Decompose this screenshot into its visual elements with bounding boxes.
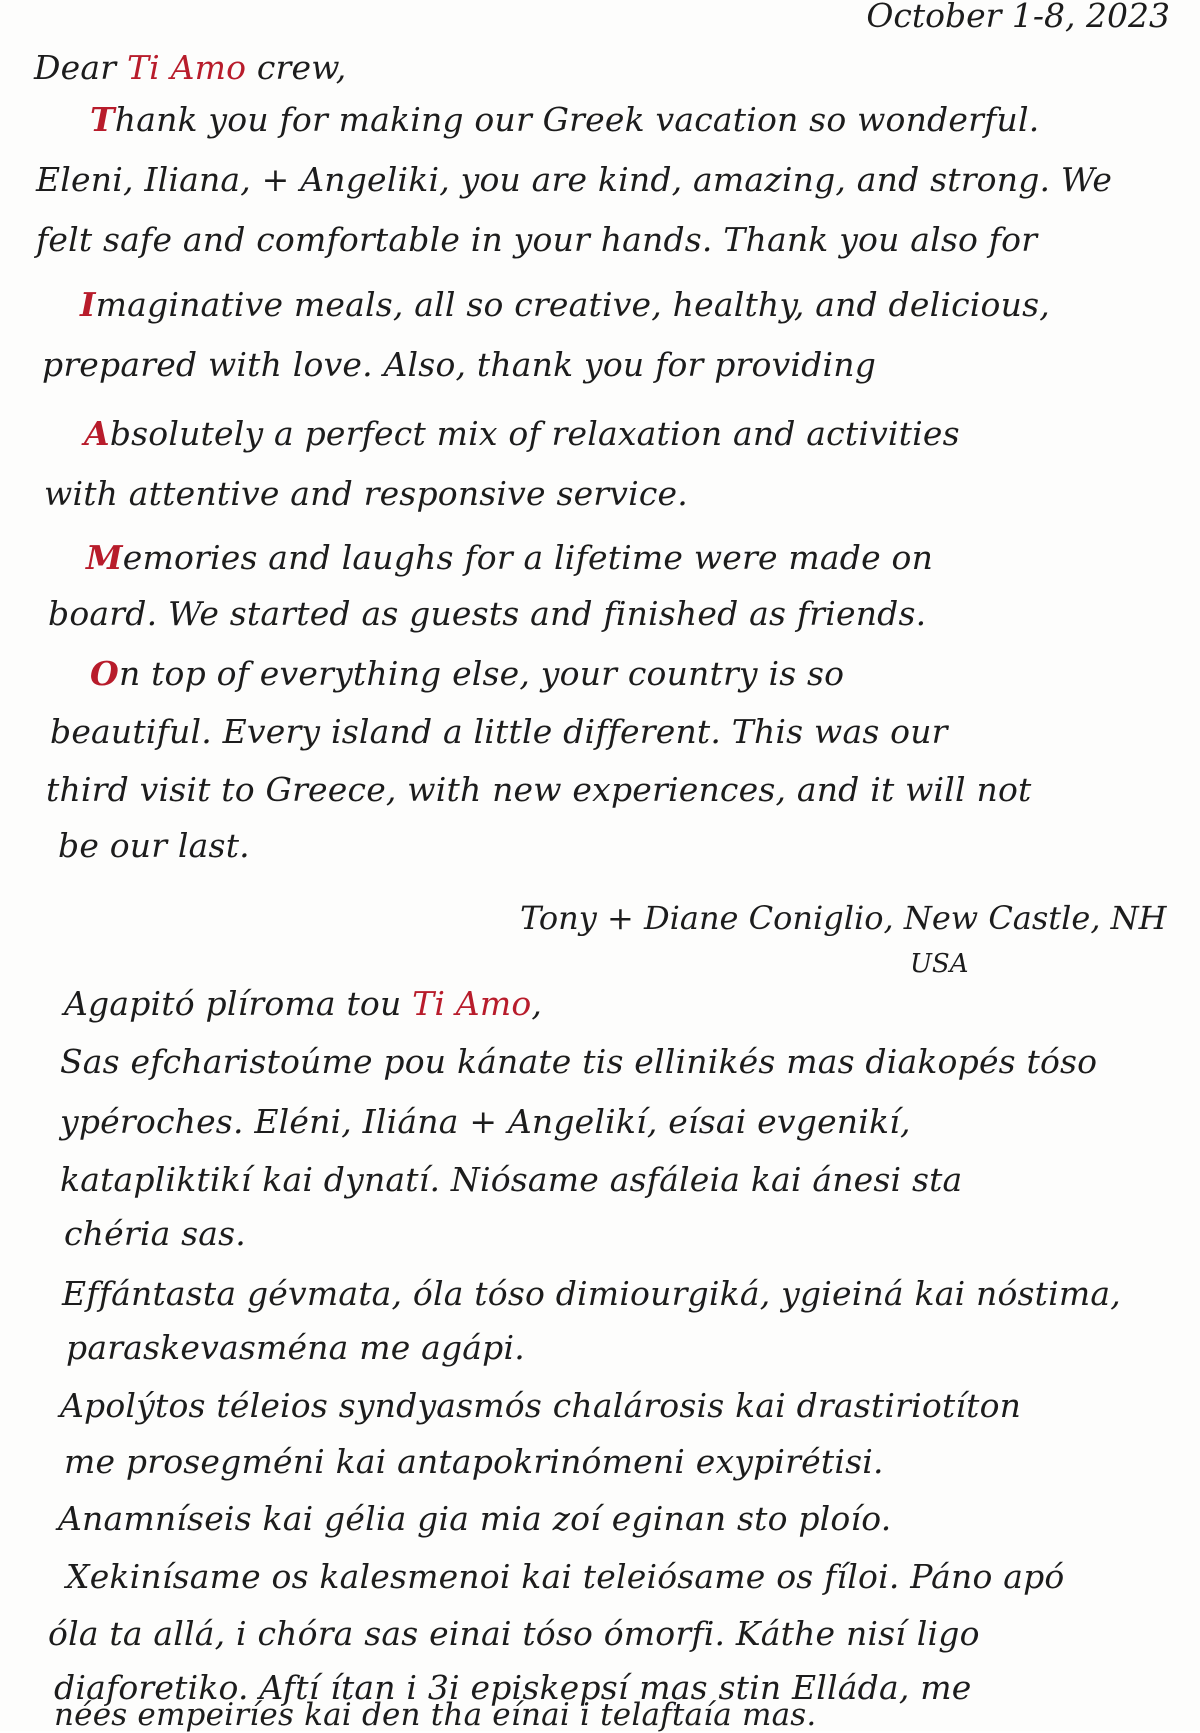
line-text: bsolutely a perfect mix of relaxation and activities [109,414,960,453]
english-line-1 [90,98,1039,142]
line-text: emories and laughs for a lifetime were made on [122,538,934,577]
acrostic-initial-i: I [80,285,96,324]
signature: Tony + Diane Coniglio, New Castle, NH [520,899,1167,937]
greek-line-8: me prosegméni kai antapokrinómeni exypirétisi. [64,1442,884,1481]
greek-line-9: Anamníseis kai gélia gia mia zoí eginan sto ploío. [58,1499,892,1538]
english-line-2: Eleni, Iliana, + Angeliki, you are kind, amazing, and strong. We [36,160,1113,199]
greek-line-2: ypéroches. Eléni, Iliána + Angelikí, eísai evgenikí, [60,1102,911,1141]
greek-line-3: katapliktikí kai dynatí. Niósame asfáleia kai ánesi sta [60,1160,963,1199]
greeting-suffix: crew, [246,48,347,87]
greek-greeting [64,982,542,1026]
greek-line-12: diaforetiko. Aftí ítan i 3i episkepsí mas stin Elláda, me [54,1668,972,1707]
english-line-12: third visit to Greece, with new experiences, and it will not [46,770,1032,809]
greeting-boat-name: Ti Amo [126,48,247,87]
greek-line-5: Effántasta gévmata, óla tóso dimiourgiká, ygieiná kai nóstima, [62,1274,1121,1313]
letter-date: October 1-8, 2023 [866,0,1170,35]
greek-line-13: nées empeiríes kai den tha eínai i telaftaía mas. [54,1697,817,1733]
english-line-13: be our last. [58,826,250,865]
greek-line-11: óla ta allá, i chóra sas einai tóso ómorfi. Káthe nisí ligo [48,1614,980,1653]
english-line-11: beautiful. Every island a little different. This was our [50,712,948,751]
english-line-5: prepared with love. Also, thank you for providing [42,345,877,384]
english-line-7: with attentive and responsive service. [44,474,688,513]
english-greeting [34,46,346,90]
line-text: hank you for making our Greek vacation so wonderful. [114,100,1040,139]
line-text: n top of everything else, your country is so [118,654,845,693]
greeting-boat-name: Ti Amo [412,984,532,1023]
greek-line-10: Xekinísame os kalesmenoi kai teleiósame os fíloi. Páno apó [66,1557,1065,1596]
english-line-6 [84,412,960,456]
greeting-suffix: , [531,984,543,1023]
english-line-8 [86,536,933,580]
greeting-prefix: Agapitó plíroma tou [64,984,413,1023]
acrostic-initial-t: T [90,100,115,139]
acrostic-initial-m: M [86,538,123,577]
greeting-prefix: Dear [34,48,127,87]
greek-line-6: paraskevasména me agápi. [66,1328,525,1367]
greek-line-4: chéria sas. [64,1214,246,1253]
greek-line-1: Sas efcharistoúme pou kánate tis ellinikés mas diakopés tóso [60,1042,1098,1081]
acrostic-initial-o: O [90,654,119,693]
english-line-3: felt safe and comfortable in your hands. Thank you also for [36,220,1038,259]
signature-country: USA [910,949,969,979]
english-line-9: board. We started as guests and finished as friends. [48,594,927,633]
english-line-4 [80,283,1050,327]
acrostic-initial-a: A [84,414,110,453]
line-text: maginative meals, all so creative, healthy, and delicious, [95,285,1050,324]
english-line-10 [90,652,844,696]
greek-line-7: Apolýtos téleios syndyasmós chalárosis kai drastiriotíton [60,1386,1022,1425]
